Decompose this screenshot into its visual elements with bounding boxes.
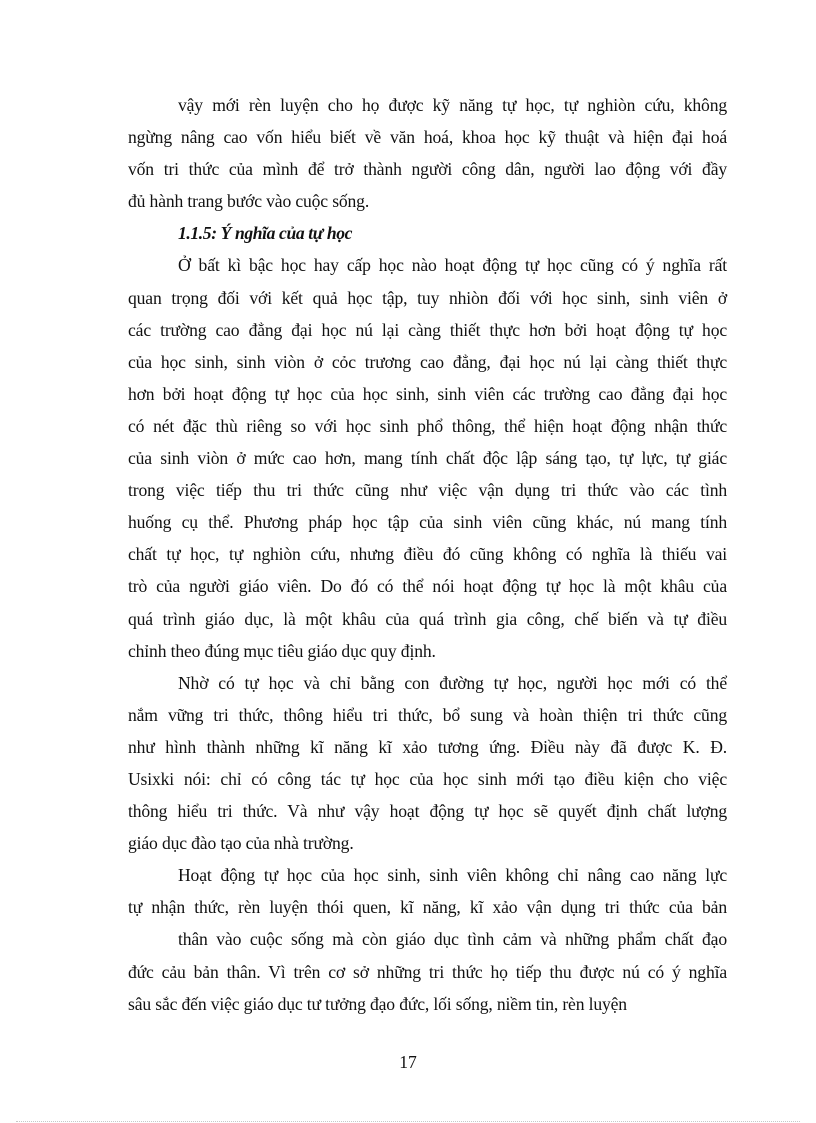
text-line: ngừng nâng cao vốn hiểu biết về văn hoá, khoa học kỹ thuật và hiện đại hoá [128, 127, 727, 148]
text-line: chỉnh theo đúng mục tiêu giáo dục quy định. [128, 640, 436, 661]
text-line: đức cảu bản thân. Vì trên cơ sở những tri thức họ tiếp thu được nú có ý nghĩa [128, 961, 727, 982]
text-line: giáo dục đào tạo của nhà trường. [128, 833, 354, 854]
text-line: trong việc tiếp thu tri thức cũng như việc vận dụng tri thức vào các tình [128, 480, 727, 501]
text-line: sâu sắc đến việc giáo dục tư tưởng đạo đức, lối sống, niềm tin, rèn luyện [128, 993, 627, 1014]
text-line: chất tự học, tự nghiòn cứu, nhưng điều đó cũng không có nghĩa là thiếu vai [128, 544, 727, 565]
text-line: nắm vững tri thức, thông hiểu tri thức, bổ sung và hoàn thiện tri thức cũng [128, 704, 727, 725]
text-line: các trường cao đẳng đại học nú lại càng thiết thực hơn bởi hoạt động tự học [128, 319, 727, 340]
text-line: vậy mới rèn luyện cho họ được kỹ năng tự học, tự nghiòn cứu, không [178, 95, 727, 115]
paragraph-3 [128, 667, 727, 860]
page-number: 17 [399, 1052, 417, 1072]
text-line: Ở bất kì bậc học hay cấp học nào hoạt động tự học cũng có ý nghĩa rất [178, 255, 727, 276]
text-line: Hoạt động tự học của học sinh, sinh viên không chỉ nâng cao năng lực [178, 865, 727, 886]
paragraph-1 [128, 89, 727, 217]
paragraph-2 [128, 249, 727, 666]
text-line: vốn tri thức của mình để trở thành người công dân, người lao động với đầy [128, 159, 727, 180]
text-line: của học sinh, sinh viòn ở cỏc trương cao đẳng, đại học nú lại càng thiết thực [128, 351, 727, 372]
text-line: của sinh viòn ở mức cao hơn, mang tính chất độc lập sáng tạo, tự lực, tự giác [128, 448, 727, 469]
text-line: thân vào cuộc sống mà còn giáo dục tình cảm và những phẩm chất đạo [178, 929, 727, 950]
text-line: thông hiểu tri thức. Và như vậy hoạt động tự học sẽ quyết định chất lượng [128, 801, 727, 822]
text-line: quan trọng đối với kết quả học tập, tuy nhiòn đối với học sinh, sinh viên ở [128, 287, 727, 308]
text-line: huống cụ thể. Phương pháp học tập của sinh viên cũng khác, nú mang tính [128, 512, 727, 533]
text-line: có nét đặc thù riêng so với học sinh phổ thông, thể hiện hoạt động nhận thức [128, 415, 727, 436]
document-body [128, 89, 727, 1020]
text-line: quá trình giáo dục, là một khâu của quá trình gia công, chế biến và tự điều [128, 608, 727, 629]
text-line: Usixki nói: chỉ có công tác tự học của học sinh mới tạo điều kiện cho việc [128, 768, 727, 789]
page-boundary-divider [16, 1121, 800, 1122]
section-heading: 1.1.5: Ý nghĩa của tự học [178, 223, 353, 244]
text-line: Nhờ có tự học và chỉ bằng con đường tự học, người học mới có thể [178, 672, 727, 693]
text-line: hơn bởi hoạt động tự học của học sinh, sinh viên các trường cao đẳng đại học [128, 383, 727, 404]
text-line: trò của người giáo viên. Do đó có thể nói hoạt động tự học là một khâu của [128, 576, 727, 597]
text-line: tự nhận thức, rèn luyện thói quen, kĩ năng, kĩ xảo vận dụng tri thức của bản [128, 897, 727, 918]
paragraph-4 [128, 859, 727, 1019]
text-line: đủ hành trang bước vào cuộc sống. [128, 191, 370, 212]
text-line: như hình thành những kĩ năng kĩ xảo tương ứng. Điều này đã được K. Đ. [128, 736, 727, 757]
